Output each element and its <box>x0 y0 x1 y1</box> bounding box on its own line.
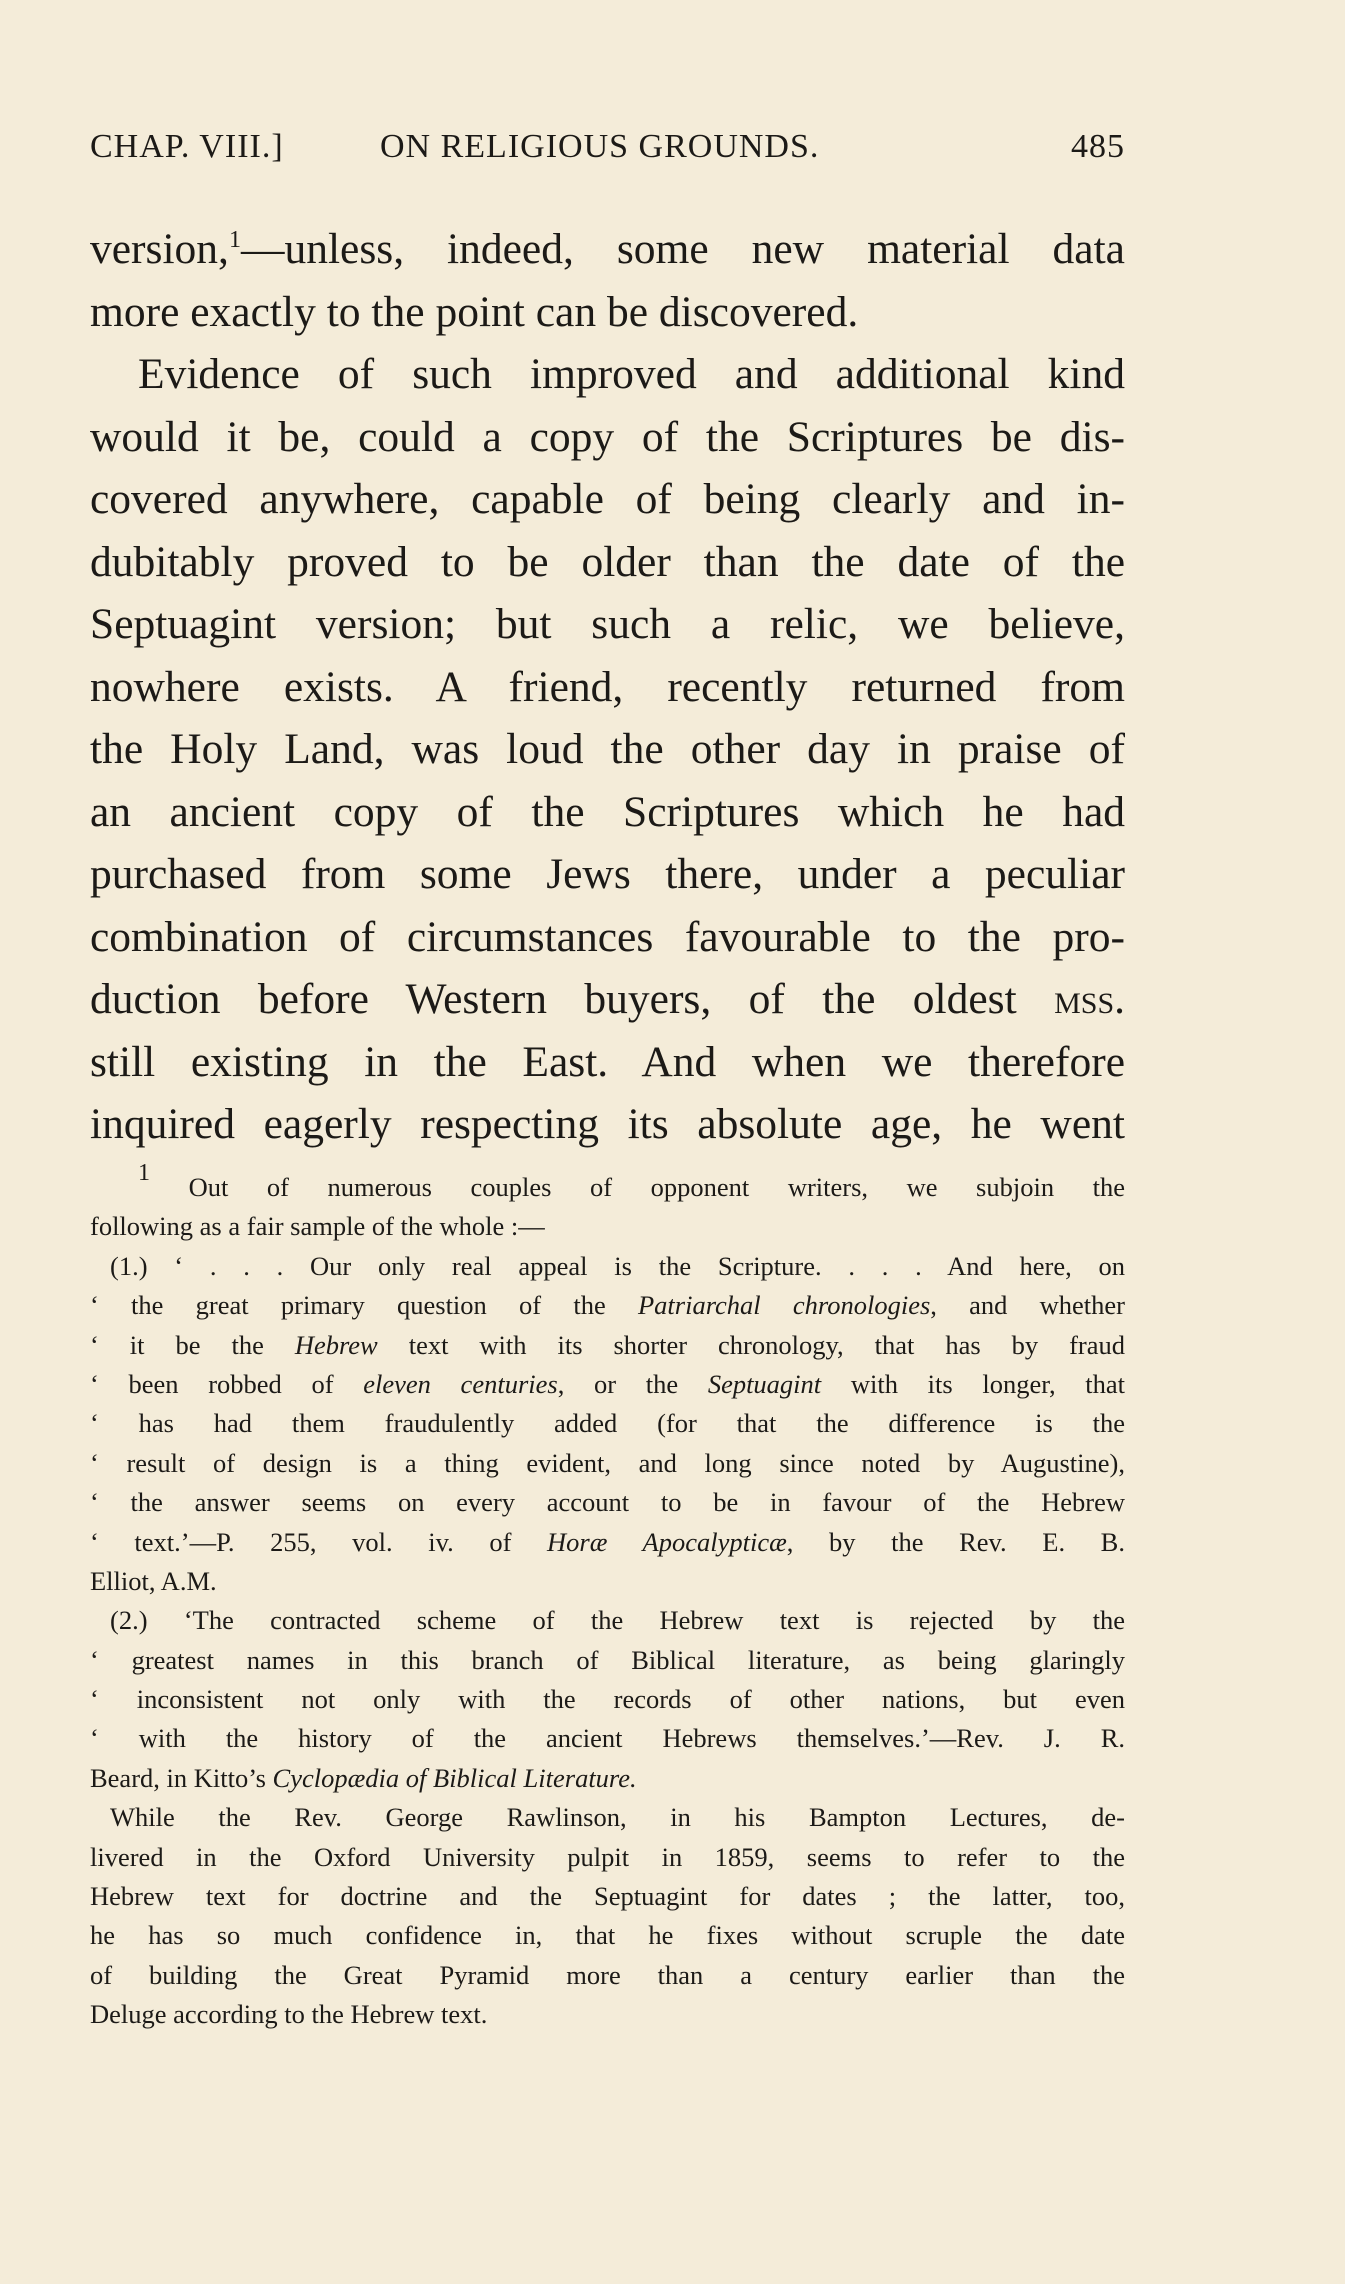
footnote-line: (1.) ‘ . . . Our only real appeal is the Scripture. . . . And here, on <box>110 1250 1125 1281</box>
text-line: Septuagint version; but such a relic, we believe, <box>90 600 1125 648</box>
text-line: nowhere exists. A friend, recently returned from <box>90 662 1125 711</box>
footnote-line: ‘ inconsistent not only with the records of other nations, but even <box>90 1684 1125 1715</box>
footnote-line: ‘ text.’—P. 255, vol. iv. of Horæ Apocalypticæ, by the Rev. E. B. <box>90 1526 1125 1557</box>
footnote-line: $^1$ Out of numerous couples of opponent writers, we subjoin the <box>138 1160 1126 1202</box>
text-line: Evidence of such improved and additional kind <box>138 350 1125 398</box>
text-line: purchased from some Jews there, under a peculiar <box>90 850 1125 898</box>
text-line: more exactly to the point can be discovered. <box>90 287 859 336</box>
footnote-line: following as a fair sample of the whole :— <box>90 1211 545 1242</box>
text-line: covered anywhere, capable of being clearly and in- <box>90 475 1125 523</box>
text-line: inquired eagerly respecting its absolute age, he went <box>90 1100 1125 1148</box>
footnote-line: Hebrew text for doctrine and the Septuagint for dates ; the latter, too, <box>90 1881 1125 1912</box>
main-text <box>90 218 1125 1156</box>
footnote-line: Beard, in Kitto’s Cyclopædia of Biblical Literature. <box>90 1762 637 1793</box>
text-line: still existing in the East. And when we therefore <box>90 1037 1125 1086</box>
footnote-marker: 1 <box>138 1160 150 1186</box>
running-head <box>90 128 1125 178</box>
footnote-line: ‘ greatest names in this branch of Biblical literature, as being glaringly <box>90 1644 1125 1675</box>
footnote-line: (2.) ‘The contracted scheme of the Hebrew text is rejected by the <box>110 1605 1125 1636</box>
text-line: the Holy Land, was loud the other day in praise of <box>90 725 1125 773</box>
footnote-line: ‘ has had them fraudulently added (for that the difference is the <box>90 1408 1125 1439</box>
footnote-line: Elliot, A.M. <box>90 1565 217 1596</box>
footnote-line: ‘ the answer seems on every account to be in favour of the Hebrew <box>90 1487 1125 1518</box>
text-line: duction before Western buyers, of the oldest mss. <box>90 975 1125 1023</box>
page-number: 485 <box>1071 128 1125 165</box>
footnote-line: ‘ result of design is a thing evident, and long since noted by Augustine), <box>90 1447 1125 1478</box>
footnote-reference: 1 <box>228 227 241 253</box>
footnote-line: ‘ it be the Hebrew text with its shorter chronology, that has by fraud <box>90 1329 1125 1360</box>
text-line: combination of circumstances favourable to the pro- <box>90 912 1125 961</box>
footnote-line: of building the Great Pyramid more than a century earlier than the <box>90 1959 1125 1990</box>
text-line: version,$^1$—unless, indeed, some new material data <box>90 225 1125 273</box>
footnote-line: While the Rev. George Rawlinson, in his Bampton Lectures, de- <box>110 1802 1125 1833</box>
chapter-label: CHAP. VIII.] <box>90 128 284 165</box>
text-line: would it be, could a copy of the Scriptures be dis- <box>90 412 1125 461</box>
text-line: dubitably proved to be older than the date of the <box>90 537 1125 586</box>
footnote-line: livered in the Oxford University pulpit in 1859, seems to refer to the <box>90 1841 1125 1872</box>
text-line: an ancient copy of the Scriptures which he had <box>90 787 1125 836</box>
footnote-line: he has so much confidence in, that he fixes without scruple the date <box>90 1920 1125 1951</box>
running-title: ON RELIGIOUS GROUNDS. <box>380 128 820 165</box>
footnote-line: ‘ the great primary question of the Patriarchal chronologies, and whether <box>90 1290 1125 1321</box>
footnote-line: ‘ with the history of the ancient Hebrews themselves.’—Rev. J. R. <box>90 1723 1125 1754</box>
footnote-line: Deluge according to the Hebrew text. <box>90 1999 488 2030</box>
footnote <box>90 1160 1126 2035</box>
footnote-line: ‘ been robbed of eleven centuries, or the Septuagint with its longer, that <box>90 1368 1126 1399</box>
